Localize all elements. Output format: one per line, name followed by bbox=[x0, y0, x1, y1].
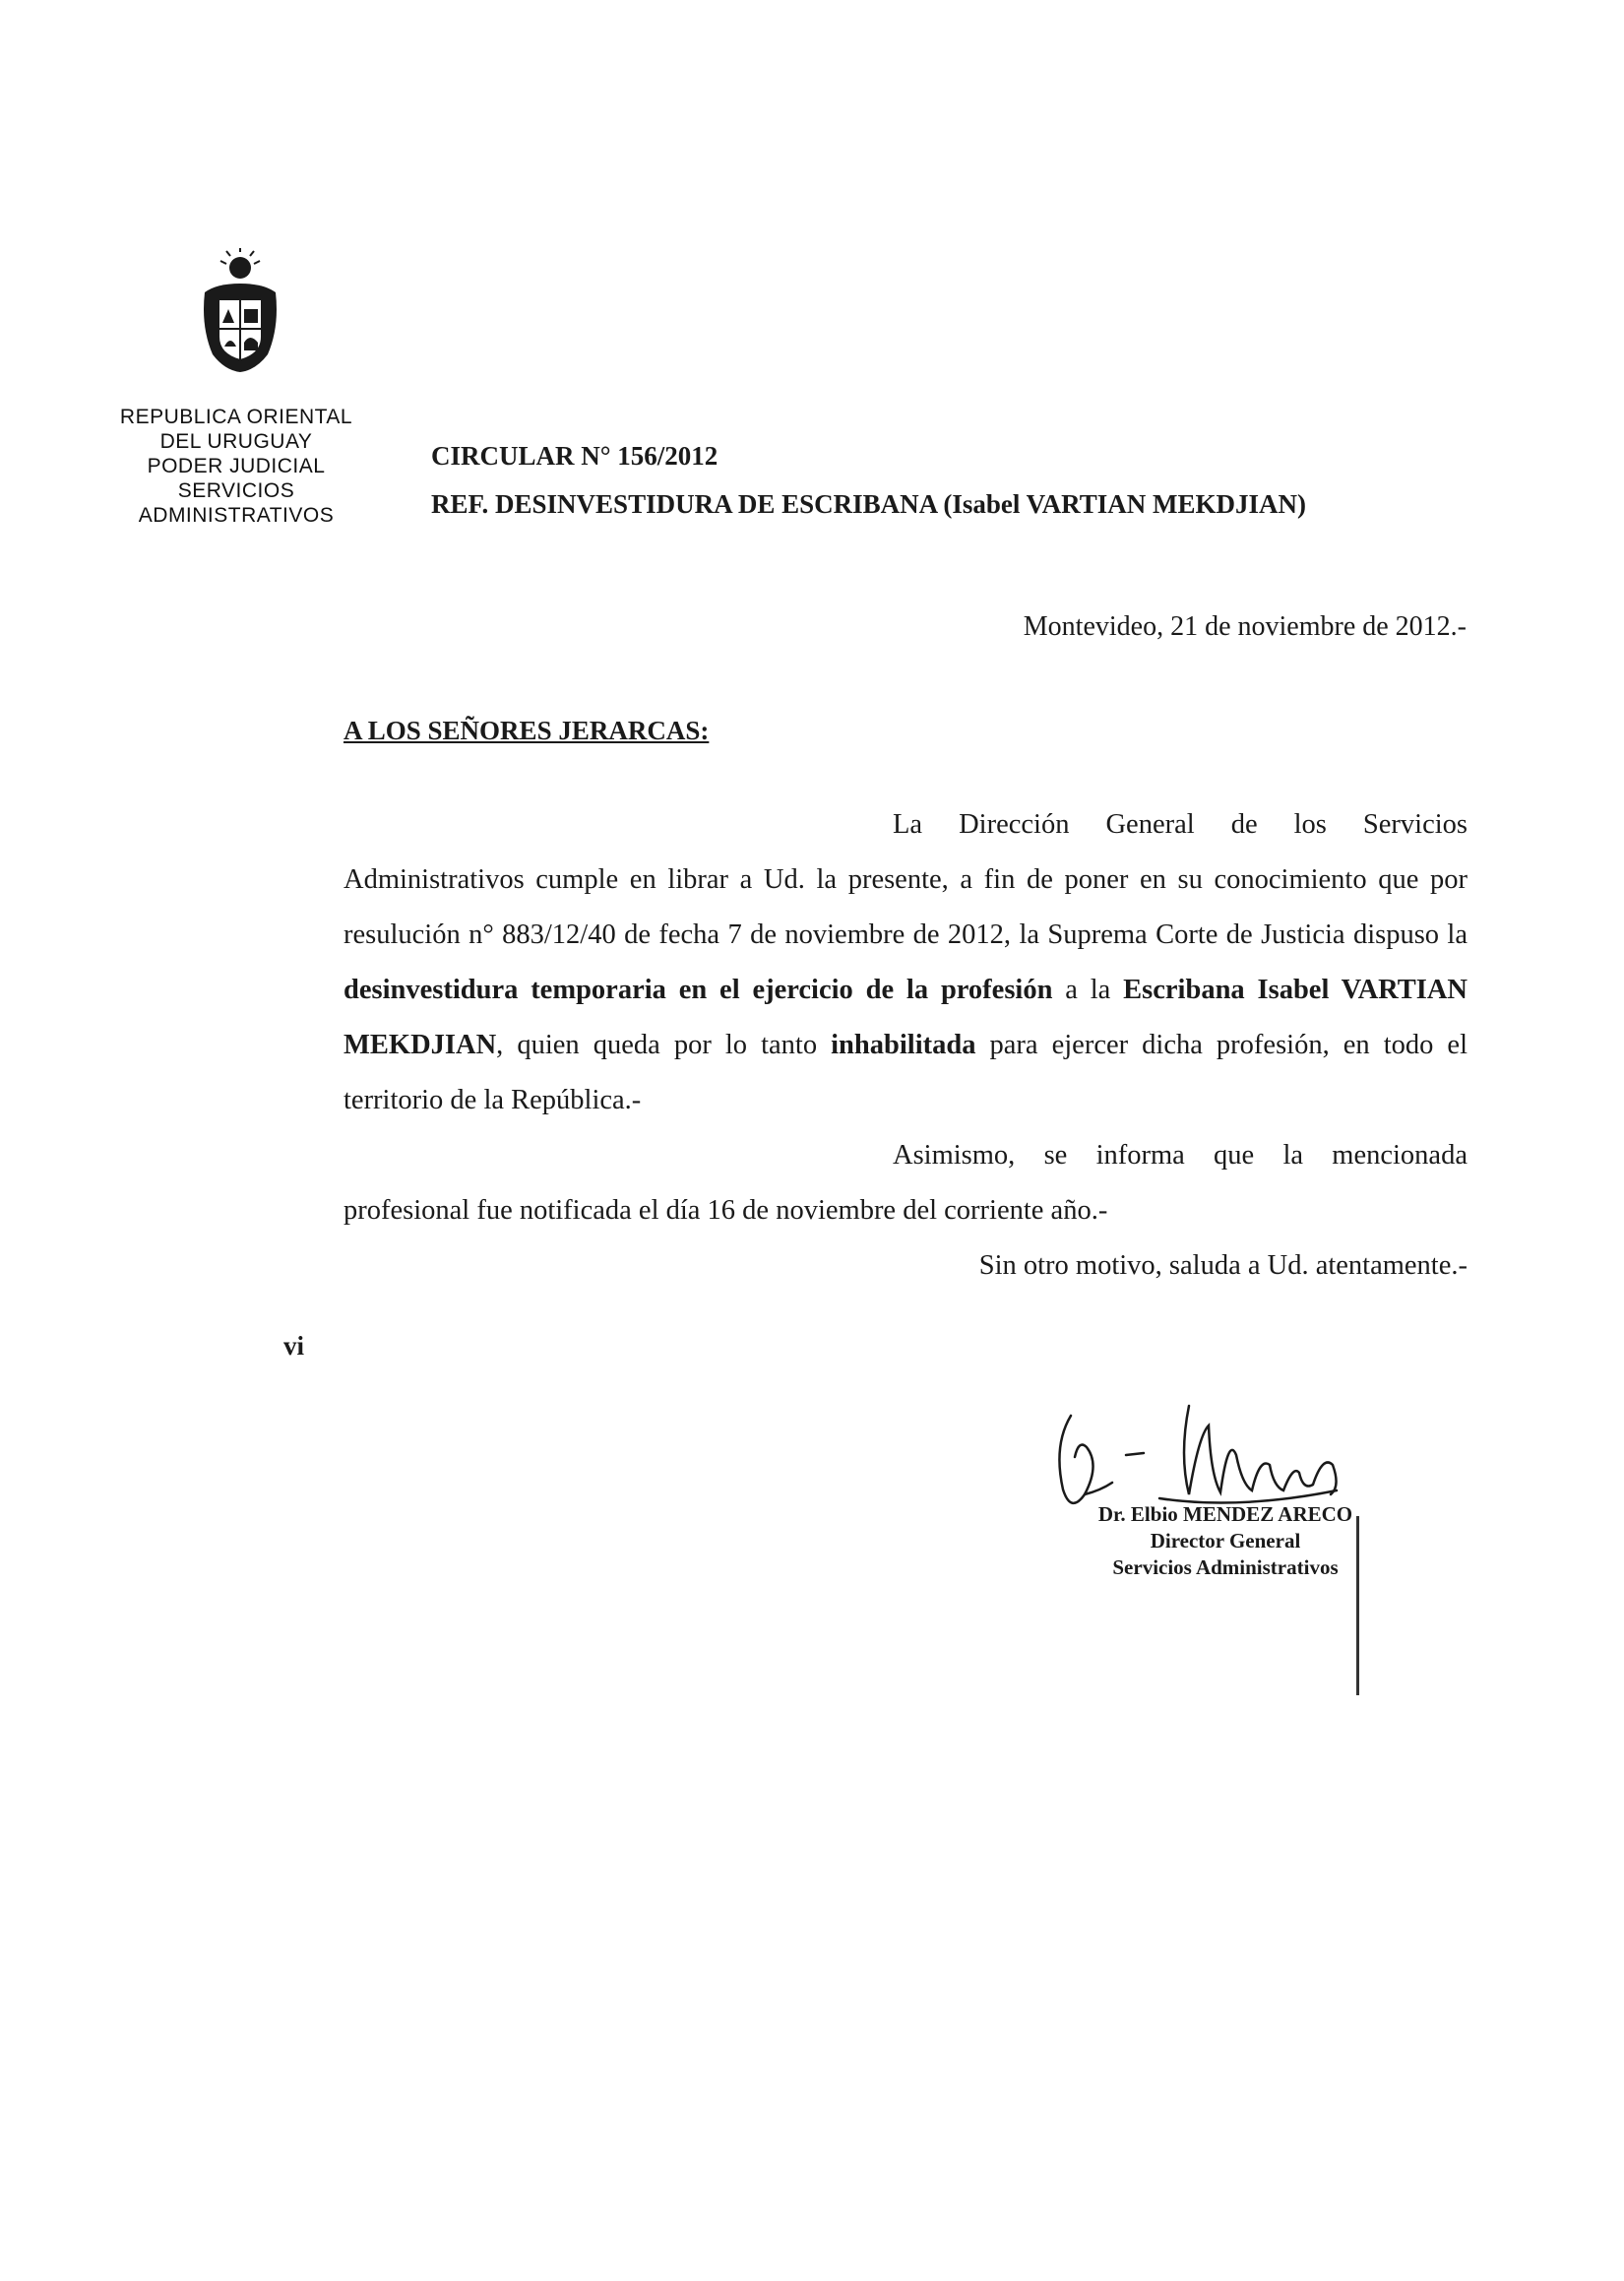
closing-line: Sin otro motivo, saluda a Ud. atentamente.- bbox=[978, 1250, 1468, 1281]
typist-initials: vi bbox=[283, 1331, 305, 1361]
body-paragraph-1: La Dirección General de los Servicios Administrativos cumple en librar a Ud. la presente, a fin de poner en su conocimiento que por resulución n° 883/12/40 de fecha 7 de noviembre de 2012, la Suprema Corte de Justicia dispuso la desinvestidura temporaria en el ejercicio de la profesión a la Escribana Isabel VARTIAN MEKDJIAN, quien queda por lo tanto inhabilitada para ejercer dicha profesión, en todo el territorio de la República.- bbox=[344, 809, 1468, 1115]
signatory-title: Director General bbox=[1150, 1529, 1301, 1552]
circular-number: CIRCULAR N° 156/2012 bbox=[431, 441, 718, 471]
institution-line: PODER JUDICIAL bbox=[147, 455, 326, 477]
reference-line: REF. DESINVESTIDURA DE ESCRIBANA (Isabel VARTIAN MEKDJIAN) bbox=[431, 489, 1306, 519]
coat-of-arms-icon bbox=[195, 248, 285, 376]
letter-body bbox=[344, 797, 1468, 1294]
signatory-name: Dr. Elbio MENDEZ ARECO bbox=[1097, 1502, 1353, 1526]
margin-ink-line bbox=[1356, 1516, 1359, 1695]
institution-line: REPUBLICA ORIENTAL bbox=[119, 406, 353, 428]
salutation: A LOS SEÑORES JERARCAS: bbox=[344, 716, 710, 745]
date-line: Montevideo, 21 de noviembre de 2012.- bbox=[1023, 611, 1467, 642]
signature-block bbox=[1068, 1501, 1383, 1581]
institution-line: ADMINISTRATIVOS bbox=[138, 504, 335, 527]
bold-phrase: Escribana Isabel VARTIAN MEKDJIAN bbox=[344, 975, 1468, 1060]
signatory-office: Servicios Administrativos bbox=[1112, 1555, 1339, 1579]
bold-phrase: inhabilitada bbox=[831, 1030, 976, 1060]
institution-line: SERVICIOS bbox=[177, 479, 295, 502]
body-paragraph-2: Asimismo, se informa que la mencionada profesional fue notificada el día 16 de noviembre del corriente año.- bbox=[344, 1140, 1468, 1226]
institution-line: DEL URUGUAY bbox=[159, 430, 313, 453]
bold-phrase: desinvestidura temporaria en el ejercicio de la profesión bbox=[344, 975, 1053, 1005]
institution-block bbox=[108, 405, 364, 528]
